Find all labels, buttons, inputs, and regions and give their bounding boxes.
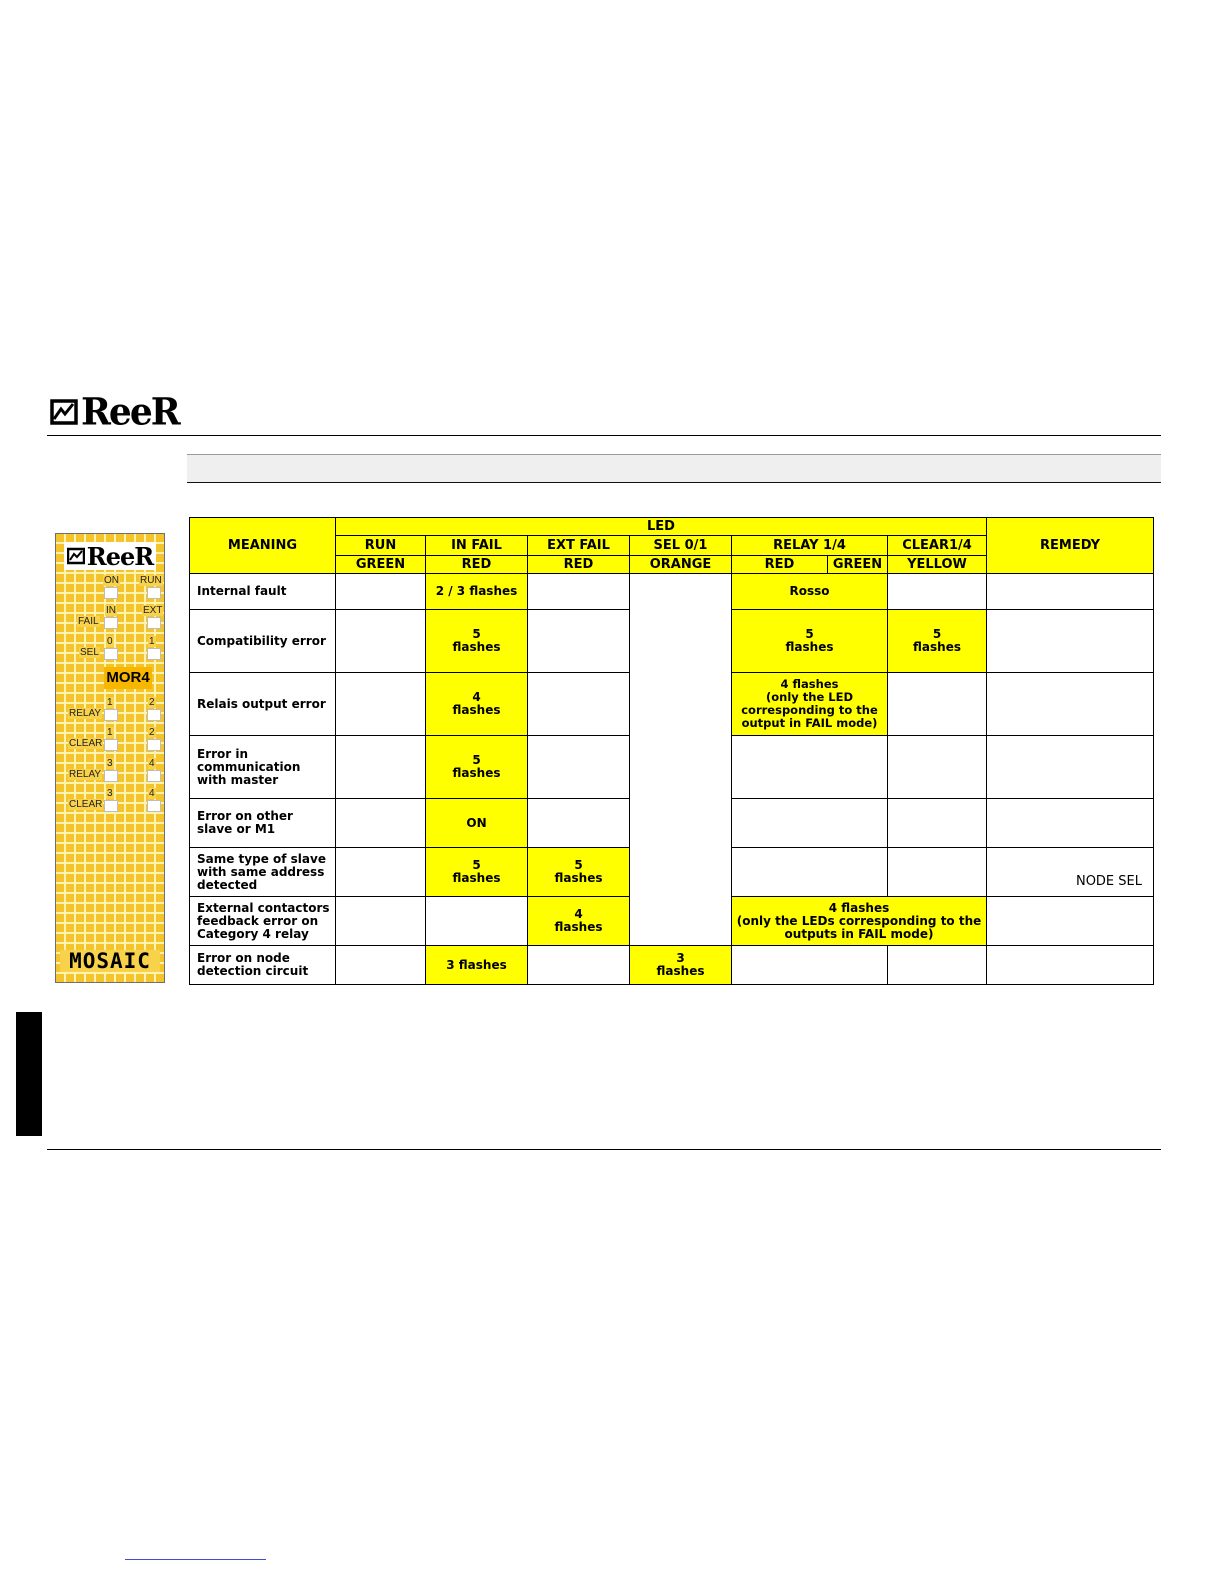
run-cell [336, 946, 426, 985]
relay-cell: 5 flashes [732, 610, 888, 673]
run-cell [336, 897, 426, 946]
led-sel-0 [104, 648, 118, 660]
section-band [187, 454, 1161, 483]
in-fail-cell: 5 flashes [426, 848, 528, 897]
header-clear: CLEAR1/4 [888, 536, 987, 556]
mor4-module-illustration [55, 533, 165, 983]
relay-cell [732, 799, 888, 848]
led-label-on: ON [104, 575, 119, 586]
meaning-cell: Compatibility error [190, 610, 336, 673]
meaning-cell: Error on node detection circuit [190, 946, 336, 985]
header-in-fail: IN FAIL [426, 536, 528, 556]
meaning-cell: Error on other slave or M1 [190, 799, 336, 848]
clear-cell: 5 flashes [888, 610, 987, 673]
led-label-relay-3: 3 [107, 758, 113, 769]
led-run [147, 587, 161, 599]
relay-cell: Rosso [732, 574, 888, 610]
led-diagnostic-table [189, 517, 1154, 985]
led-label-clear-1: 1 [107, 727, 113, 738]
led-label-sel: SEL [80, 647, 99, 658]
in-fail-cell: 3 flashes [426, 946, 528, 985]
header-remedy: REMEDY [987, 518, 1154, 574]
led-ext-fail [147, 617, 161, 629]
reer-logo-icon [67, 547, 85, 565]
in-fail-cell: 5 flashes [426, 610, 528, 673]
meaning-cell: Internal fault [190, 574, 336, 610]
led-clear-3 [104, 800, 118, 812]
remedy-cell [987, 736, 1154, 799]
header-ext-fail: EXT FAIL [528, 536, 630, 556]
footer-link-underline [125, 1559, 266, 1560]
module-brand: ReeR [86, 541, 154, 571]
relay-cell [732, 736, 888, 799]
led-label-fail: FAIL [78, 616, 99, 627]
led-relay-4 [147, 770, 161, 782]
run-cell [336, 673, 426, 736]
ext-fail-cell [528, 610, 630, 673]
remedy-cell [987, 673, 1154, 736]
remedy-cell [987, 946, 1154, 985]
led-clear-2 [147, 739, 161, 751]
led-label-sel-0: 0 [107, 636, 113, 647]
meaning-cell: Relais output error [190, 673, 336, 736]
led-in-fail [104, 617, 118, 629]
led-label-relay-2: 2 [149, 697, 155, 708]
in-fail-cell: 2 / 3 flashes [426, 574, 528, 610]
run-cell [336, 610, 426, 673]
ext-fail-cell: 5 flashes [528, 848, 630, 897]
led-label-clear-a: CLEAR [69, 738, 103, 749]
run-cell [336, 799, 426, 848]
led-label-clear-b: CLEAR [69, 799, 103, 810]
header-color-relay-red: RED [732, 556, 828, 574]
table-row [190, 946, 1154, 985]
led-relay-1 [104, 709, 118, 721]
header-sel: SEL 0/1 [630, 536, 732, 556]
remedy-cell [987, 799, 1154, 848]
header-run: RUN [336, 536, 426, 556]
header-divider [47, 435, 1161, 436]
header-led: LED [336, 518, 987, 536]
led-label-run: RUN [140, 575, 162, 586]
header-color-yellow: YELLOW [888, 556, 987, 574]
clear-cell [888, 574, 987, 610]
led-label-clear-2: 2 [149, 727, 155, 738]
section-sidebar-marker [16, 1012, 42, 1136]
header-color-green: GREEN [336, 556, 426, 574]
led-relay-3 [104, 770, 118, 782]
ext-fail-cell [528, 946, 630, 985]
sel-cell [630, 574, 732, 946]
remedy-cell [987, 610, 1154, 673]
header-color-red-ext: RED [528, 556, 630, 574]
in-fail-cell: ON [426, 799, 528, 848]
meaning-cell: External contactors feedback error on Category 4 relay [190, 897, 336, 946]
led-label-clear-4: 4 [149, 788, 155, 799]
ext-fail-cell [528, 673, 630, 736]
module-model: MOR4 [104, 667, 152, 689]
footer-divider [47, 1149, 1161, 1150]
header-color-relay-green: GREEN [828, 556, 888, 574]
clear-cell [888, 799, 987, 848]
module-logo [64, 542, 156, 570]
clear-cell [888, 736, 987, 799]
relay-cell: 4 flashes (only the LED corresponding to the output in FAIL mode) [732, 673, 888, 736]
meaning-cell: Same type of slave with same address detected [190, 848, 336, 897]
remedy-cell [987, 897, 1154, 946]
in-fail-cell [426, 897, 528, 946]
table-row [190, 574, 1154, 610]
header-color-orange: ORANGE [630, 556, 732, 574]
module-product-name: MOSAIC [60, 950, 160, 972]
remedy-cell [987, 574, 1154, 610]
ext-fail-cell [528, 799, 630, 848]
brand-logo [50, 389, 179, 435]
led-clear-1 [104, 739, 118, 751]
led-on [104, 587, 118, 599]
relay-cell [732, 946, 888, 985]
run-cell [336, 574, 426, 610]
led-clear-4 [147, 800, 161, 812]
header-meaning: MEANING [190, 518, 336, 574]
led-label-clear-3: 3 [107, 788, 113, 799]
brand-name: ReeR [81, 389, 179, 435]
led-sel-1 [147, 648, 161, 660]
remedy-cell: NODE SEL [987, 848, 1154, 897]
run-cell [336, 848, 426, 897]
run-cell [336, 736, 426, 799]
meaning-cell: Error in communication with master [190, 736, 336, 799]
ext-fail-cell [528, 736, 630, 799]
reer-logo-icon [50, 398, 78, 426]
led-label-relay-4: 4 [149, 758, 155, 769]
header-color-red-in: RED [426, 556, 528, 574]
led-label-relay-b: RELAY [69, 769, 102, 780]
clear-cell [888, 848, 987, 897]
led-label-ext: EXT [143, 605, 163, 616]
header-relay: RELAY 1/4 [732, 536, 888, 556]
ext-fail-cell: 4 flashes [528, 897, 630, 946]
in-fail-cell: 5 flashes [426, 736, 528, 799]
clear-cell [888, 946, 987, 985]
led-label-relay-a: RELAY [69, 708, 102, 719]
clear-cell [888, 673, 987, 736]
sel-cell: 3 flashes [630, 946, 732, 985]
led-relay-2 [147, 709, 161, 721]
led-label-sel-1: 1 [149, 636, 155, 647]
ext-fail-cell [528, 574, 630, 610]
relay-cell [732, 848, 888, 897]
relay-clear-cell: 4 flashes (only the LEDs corresponding to the outputs in FAIL mode) [732, 897, 987, 946]
led-label-relay-1: 1 [107, 697, 113, 708]
led-label-in: IN [106, 605, 116, 616]
in-fail-cell: 4 flashes [426, 673, 528, 736]
